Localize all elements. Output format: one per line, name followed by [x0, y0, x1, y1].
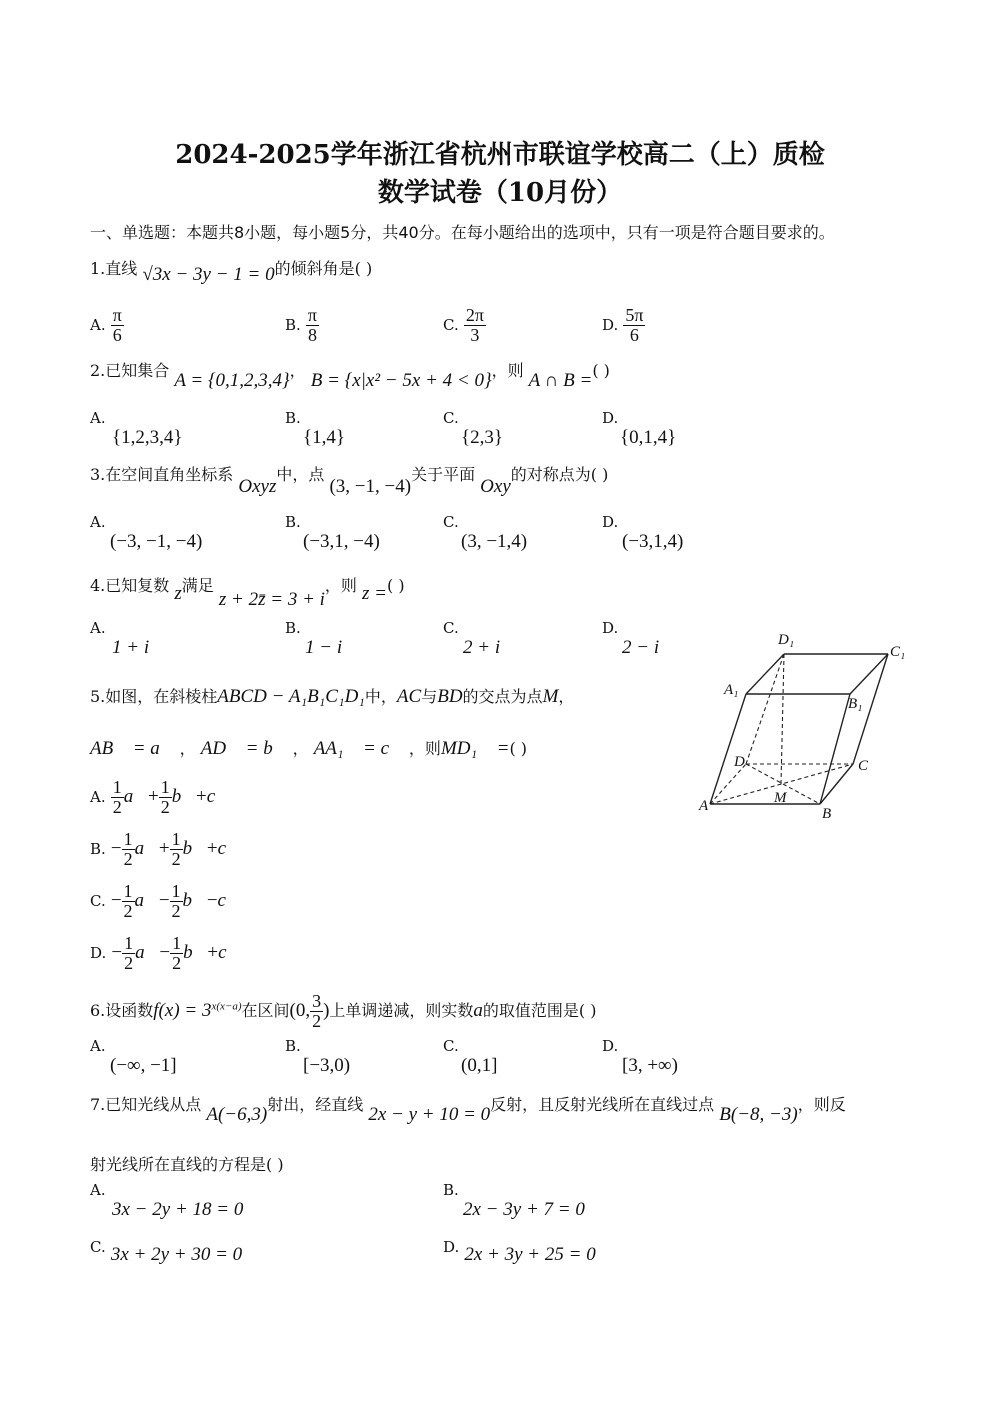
- math-expression: B = {x|x² − 5x + 4 < 0}: [310, 370, 492, 391]
- fraction: [623, 306, 645, 345]
- sign: −: [110, 889, 122, 911]
- denominator: 2: [160, 796, 170, 817]
- numerator: 2π: [465, 305, 484, 325]
- numerator: 1: [172, 933, 182, 953]
- denominator: 6: [629, 324, 639, 345]
- label-m: M: [774, 790, 787, 806]
- question-3: [90, 462, 609, 497]
- fraction: [122, 934, 135, 973]
- question-number: 4.: [90, 576, 106, 595]
- question-5: [90, 684, 574, 708]
- question-text: 射出，经直线: [267, 1095, 364, 1114]
- question-text: ，则: [491, 361, 524, 380]
- operator: −: [158, 889, 170, 911]
- section-heading: 一、单选题：本题共8小题，每小题5分，共40分。在每小题给出的选项中，只有一项是符合题目要求的。: [90, 223, 835, 242]
- option-label: D.: [90, 943, 107, 962]
- question-number: 2.: [90, 361, 106, 380]
- option-a[interactable]: [90, 306, 124, 345]
- math-expression: 2x − y + 10 = 0: [368, 1104, 491, 1125]
- fraction: [464, 306, 486, 345]
- option-b[interactable]: [285, 408, 345, 449]
- vector-a: a⃗: [135, 941, 160, 963]
- math-expression: B(−8, −3): [719, 1104, 798, 1125]
- question-text: 在空间直角坐标系: [105, 465, 234, 484]
- option-b[interactable]: [285, 1036, 350, 1077]
- option-value: 3x + 2y + 30 = 0: [110, 1244, 243, 1265]
- denominator: 2: [123, 900, 133, 921]
- question-text: 直线: [105, 259, 138, 278]
- sign: −: [110, 837, 122, 859]
- numerator: π: [307, 305, 317, 325]
- question-text: ( ): [592, 361, 610, 380]
- question-text: ，则: [408, 739, 441, 758]
- math-expression: (3, −1, −4): [329, 476, 412, 497]
- denominator: 2: [123, 848, 133, 869]
- numerator: 1: [171, 881, 181, 901]
- option-a[interactable]: [90, 512, 202, 553]
- option-value: (0,1]: [461, 1055, 498, 1076]
- option-label: D.: [602, 619, 619, 637]
- interval-right: ): [323, 999, 330, 1021]
- option-value: (−∞, −1]: [110, 1055, 177, 1076]
- option-value: {1,2,3,4}: [112, 427, 183, 448]
- edge: [746, 654, 784, 694]
- label-a: A: [699, 798, 709, 814]
- math-expression: z: [174, 583, 182, 604]
- math-expression: AD⃗ = b⃗: [200, 738, 288, 759]
- interval-left: (0,: [289, 999, 311, 1021]
- question-text: 的对称点为( ): [510, 465, 609, 484]
- math-expression: ABCD − A₁B₁C₁D₁: [217, 686, 365, 707]
- option-b[interactable]: [443, 1180, 585, 1221]
- label-a1: A₁: [724, 682, 739, 698]
- fraction: [170, 830, 183, 869]
- option-value: (3, −1,4): [461, 531, 528, 552]
- denominator: 2: [124, 952, 134, 973]
- option-label: C.: [443, 409, 459, 427]
- question-text: ，: [558, 687, 575, 706]
- question-text: ( ): [509, 739, 528, 758]
- option-value: 2 + i: [463, 637, 501, 658]
- question-2: 2.已知集合 A = {0,1,2,3,4}， B = {x|x² − 5x + 4 < 0}，则 A ∩ B =( ): [90, 361, 610, 391]
- denominator: 3: [470, 324, 480, 345]
- option-label: B.: [285, 1037, 301, 1055]
- numerator: 1: [124, 933, 134, 953]
- math-expression: Oxy: [480, 476, 511, 497]
- question-text: 满足: [181, 576, 214, 595]
- fraction: [122, 882, 135, 921]
- option-label: A.: [90, 1037, 106, 1055]
- question-number: 6.: [90, 1000, 106, 1020]
- option-a[interactable]: [90, 778, 230, 817]
- numerator: π: [112, 305, 122, 325]
- option-label: D.: [602, 409, 619, 427]
- fraction: [306, 306, 319, 345]
- math-expression: z =: [362, 583, 387, 604]
- operator: +: [195, 785, 207, 807]
- option-label: B.: [90, 839, 106, 858]
- option-label: A.: [90, 315, 106, 334]
- fraction: [111, 306, 124, 345]
- fraction: [170, 882, 183, 921]
- question-number: 7.: [90, 1095, 106, 1114]
- vector-b: b⃗: [171, 785, 196, 807]
- math-expression: BD: [437, 686, 463, 707]
- option-value: (−3, −1, −4): [110, 531, 203, 552]
- label-d: D: [734, 754, 745, 770]
- option-b[interactable]: [285, 618, 342, 659]
- option-c[interactable]: [443, 512, 527, 553]
- question-text: 如图，在斜棱柱: [105, 687, 218, 706]
- question-text: 已知光线从点: [105, 1095, 202, 1114]
- option-label: D.: [602, 315, 619, 334]
- option-label: B.: [285, 315, 301, 334]
- option-label: A.: [90, 1181, 106, 1199]
- question-text: ( ): [387, 576, 405, 595]
- fraction: [310, 992, 323, 1031]
- question-text: 与: [421, 687, 438, 706]
- question-text: 的交点为点: [462, 687, 543, 706]
- denominator: 2: [312, 1010, 322, 1031]
- math-expression: AB⃗ = a⃗: [90, 738, 175, 759]
- question-text: 上单调递减，则实数: [329, 1000, 474, 1020]
- vector-c: c⃗: [217, 889, 241, 911]
- option-label: D.: [443, 1238, 460, 1256]
- question-7-line-2: [90, 1152, 284, 1175]
- math-expression: a: [473, 999, 483, 1021]
- option-a[interactable]: [90, 1036, 177, 1077]
- option-value: (−3,1, −4): [303, 531, 380, 552]
- question-text: ，则反: [797, 1095, 846, 1114]
- option-c[interactable]: [443, 1036, 497, 1077]
- option-c[interactable]: [443, 618, 500, 659]
- option-label: A.: [90, 787, 106, 806]
- numerator: 1: [171, 829, 181, 849]
- option-c[interactable]: [90, 1236, 243, 1265]
- question-4: [90, 573, 405, 610]
- option-d[interactable]: [443, 1236, 596, 1265]
- edge: [710, 694, 746, 804]
- option-value: 3x − 2y + 18 = 0: [112, 1199, 244, 1220]
- question-5-line-2: AB⃗ = a⃗ ， AD⃗ = b⃗ ， AA₁⃗ = c⃗ ，则MD₁⃗ =( ): [90, 738, 528, 759]
- question-text: 已知集合: [105, 361, 170, 380]
- math-expression: A = {0,1,2,3,4}: [174, 370, 290, 391]
- question-text: 设函数: [105, 1000, 154, 1020]
- question-text: 射光线所在直线的方程是( ): [90, 1155, 284, 1174]
- option-b[interactable]: [285, 512, 380, 553]
- vector-b: b⃗: [182, 889, 207, 911]
- question-number: 1.: [90, 259, 106, 278]
- math-expression: A ∩ B =: [528, 370, 593, 391]
- question-text: 的取值范围是( ): [482, 1000, 597, 1020]
- sign: −: [111, 941, 123, 963]
- option-label: C.: [443, 1037, 459, 1055]
- vector-a: a⃗: [123, 785, 148, 807]
- question-text: 已知复数: [105, 576, 170, 595]
- question-1: [90, 256, 373, 285]
- option-value: [3, +∞): [622, 1055, 678, 1076]
- option-d[interactable]: [602, 306, 645, 345]
- option-b[interactable]: [90, 830, 241, 869]
- option-value: {1,4}: [303, 427, 345, 448]
- question-text: 在区间: [241, 1000, 290, 1020]
- option-b[interactable]: [285, 306, 319, 345]
- exponent: x(x−a): [211, 1000, 242, 1013]
- question-text: 中，: [364, 687, 397, 706]
- option-label: C.: [90, 1238, 106, 1256]
- edge: [820, 694, 850, 804]
- question-text: 反射，且反射光线所在直线过点: [490, 1095, 715, 1114]
- option-label: B.: [443, 1181, 459, 1199]
- vector-b: b⃗: [183, 941, 208, 963]
- label-d1: D₁: [778, 632, 795, 648]
- question-number: 5.: [90, 687, 106, 706]
- vector-a: a⃗: [134, 837, 159, 859]
- question-text: ，则: [324, 576, 357, 595]
- option-label: C.: [443, 315, 459, 334]
- math-expression: A(−6,3): [206, 1104, 268, 1125]
- option-c[interactable]: [90, 882, 241, 921]
- option-label: B.: [285, 619, 301, 637]
- numerator: 1: [123, 829, 133, 849]
- option-value: (−3,1,4): [622, 531, 684, 552]
- question-text: 中，点: [276, 465, 325, 484]
- numerator: 1: [160, 777, 170, 797]
- option-c[interactable]: [443, 306, 486, 345]
- vector-b: b⃗: [182, 837, 207, 859]
- option-label: A.: [90, 619, 106, 637]
- denominator: 2: [112, 796, 122, 817]
- numerator: 5π: [625, 305, 644, 325]
- option-d[interactable]: [602, 408, 676, 449]
- hidden-edge: [746, 654, 784, 764]
- paper-title-line-2: 数学试卷（10月份）: [377, 178, 623, 208]
- operator: −: [159, 941, 171, 963]
- option-value: {2,3}: [461, 427, 503, 448]
- prism-figure: [698, 624, 923, 824]
- paper-title-line-1: 2024-2025学年浙江省杭州市联谊学校高二（上）质检: [175, 140, 825, 170]
- option-value: 1 − i: [305, 637, 343, 658]
- fraction: [122, 830, 135, 869]
- label-c: C: [858, 758, 869, 774]
- question-6: [90, 992, 597, 1031]
- numerator: 1: [112, 777, 122, 797]
- fraction: [111, 778, 124, 817]
- vector-a: a⃗: [134, 889, 159, 911]
- math-expression: AA₁⃗ = c⃗: [313, 738, 404, 759]
- label-b1: B₁: [848, 696, 863, 712]
- math-expression: MD₁⃗ =: [440, 738, 510, 759]
- option-value: 2x + 3y + 25 = 0: [464, 1244, 596, 1265]
- denominator: 8: [307, 324, 317, 345]
- vector-c: c⃗: [217, 837, 241, 859]
- option-label: C.: [443, 619, 459, 637]
- option-label: C.: [90, 891, 106, 910]
- hidden-edge: [710, 764, 746, 804]
- operator: +: [147, 785, 159, 807]
- option-a[interactable]: [90, 618, 149, 659]
- option-value: 1 + i: [112, 637, 150, 658]
- math-expression: M: [542, 686, 559, 707]
- option-d[interactable]: [90, 934, 241, 973]
- option-value: 2 − i: [622, 637, 660, 658]
- option-label: A.: [90, 513, 106, 531]
- label-b: B: [822, 806, 832, 822]
- option-a[interactable]: [90, 408, 183, 449]
- vector-c: c⃗: [218, 941, 242, 963]
- operator: +: [206, 837, 218, 859]
- option-d[interactable]: [602, 618, 659, 659]
- option-label: C.: [443, 513, 459, 531]
- denominator: 2: [172, 952, 182, 973]
- denominator: 6: [112, 324, 122, 345]
- option-c[interactable]: [443, 408, 503, 449]
- option-label: B.: [285, 409, 301, 427]
- question-text: 关于平面: [411, 465, 476, 484]
- math-expression: √3x − 3y − 1 = 0: [142, 264, 275, 285]
- question-7: [90, 1092, 846, 1125]
- numerator: 1: [123, 881, 133, 901]
- denominator: 2: [171, 900, 181, 921]
- option-label: D.: [602, 1037, 619, 1055]
- option-value: [−3,0): [303, 1055, 351, 1076]
- option-value: 2x − 3y + 7 = 0: [463, 1199, 585, 1220]
- question-text: 的倾斜角是( ): [274, 259, 373, 278]
- math-expression: f(x) = 3: [153, 999, 212, 1021]
- numerator: 3: [312, 991, 322, 1011]
- option-label: B.: [285, 513, 301, 531]
- option-d[interactable]: [602, 1036, 678, 1077]
- denominator: 2: [171, 848, 181, 869]
- question-number: 3.: [90, 465, 106, 484]
- option-value: {0,1,4}: [620, 427, 677, 448]
- math-expression: AC: [396, 686, 422, 707]
- option-a[interactable]: [90, 1180, 243, 1221]
- operator: +: [158, 837, 170, 859]
- math-expression: Oxyz: [238, 476, 277, 497]
- operator: −: [206, 889, 218, 911]
- vector-c: c⃗: [206, 785, 230, 807]
- option-d[interactable]: [602, 512, 683, 553]
- option-label: A.: [90, 409, 106, 427]
- math-expression: z + 2z̄ = 3 + i: [218, 589, 325, 610]
- option-label: D.: [602, 513, 619, 531]
- operator: +: [207, 941, 219, 963]
- fraction: [170, 934, 183, 973]
- fraction: [159, 778, 172, 817]
- label-c1: C₁: [890, 644, 906, 660]
